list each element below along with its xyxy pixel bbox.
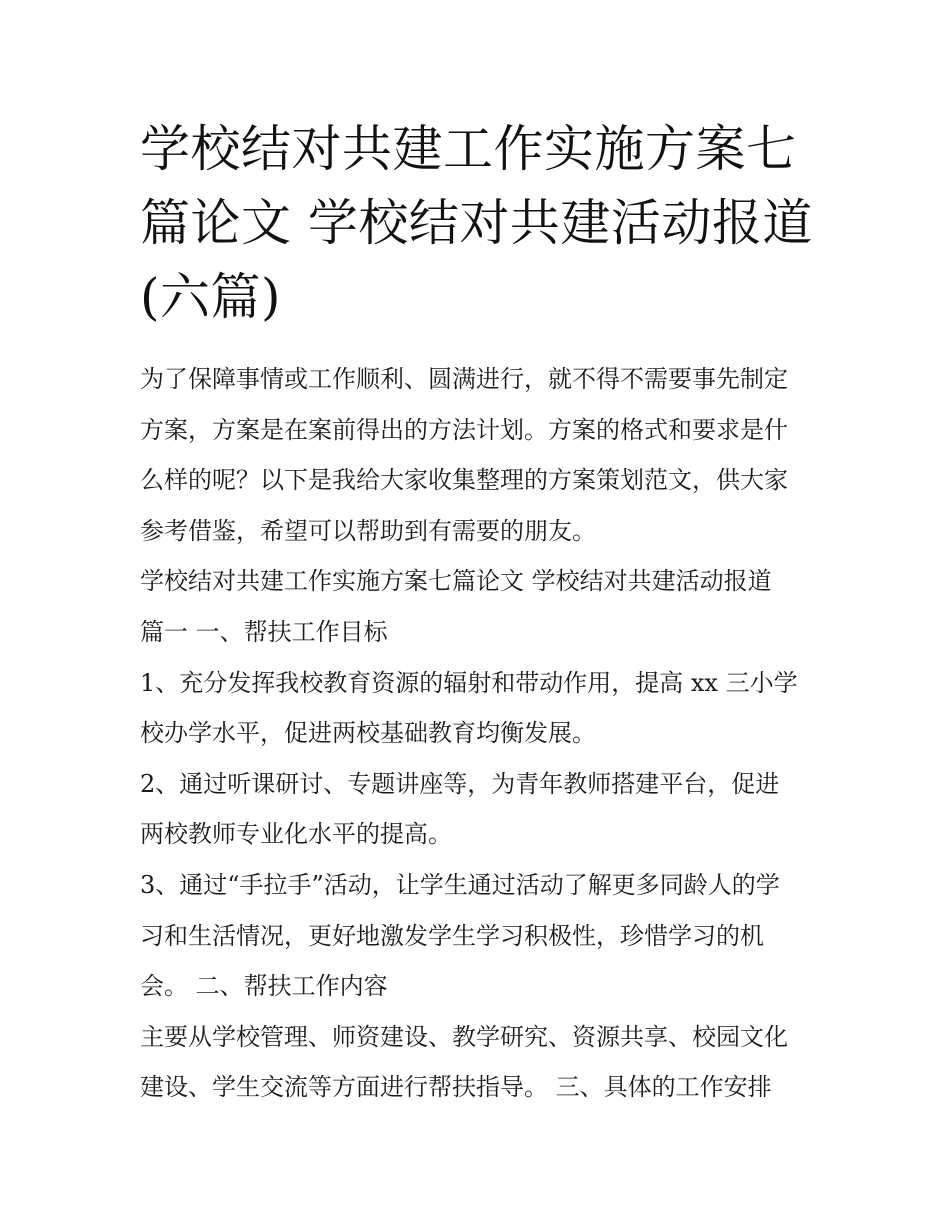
title-line: 学校结对共建工作实施方案七 [140,120,797,178]
title-line: (六篇) [140,268,282,326]
body-line: 为了保障事情或工作顺利、圆满进行，就不得不需要事先制定 [140,365,788,393]
body-line: 两校教师专业化水平的提高。 [140,820,452,849]
body-line: 校办学水平，促进两校基础教育均衡发展。 [140,719,596,748]
body-line: 篇一 一、帮扶工作目标 [140,617,388,646]
body-line: 方案，方案是在案前得出的方法计划。方案的格式和要求是什 [140,415,788,444]
document-body [140,354,830,1113]
body-line: 习和生活情况，更好地激发学生学习积极性，珍惜学习的机 [140,921,764,950]
title-line: 篇论文 学校结对共建活动报道 [140,194,813,252]
body-line: 1、充分发挥我校教育资源的辐射和带动作用，提高 xx 三小学 [140,668,798,697]
body-line: 么样的呢？以下是我给大家收集整理的方案策划范文，供大家 [140,466,788,495]
body-line: 参考借鉴，希望可以帮助到有需要的朋友。 [140,516,596,545]
body-line: 3、通过“手拉手”活动，让学生通过活动了解更多同龄人的学 [140,870,780,899]
body-line: 会。 二、帮扶工作内容 [140,972,388,1001]
body-line: 建设、学生交流等方面进行帮扶指导。 三、具体的工作安排 [140,1073,772,1102]
body-line: 主要从学校管理、师资建设、教学研究、资源共享、校园文化 [140,1022,788,1051]
document-title [140,112,820,334]
body-line: 学校结对共建工作实施方案七篇论文 学校结对共建活动报道 [140,567,772,596]
body-line: 2、通过听课研讨、专题讲座等，为青年教师搭建平台，促进 [140,769,780,798]
